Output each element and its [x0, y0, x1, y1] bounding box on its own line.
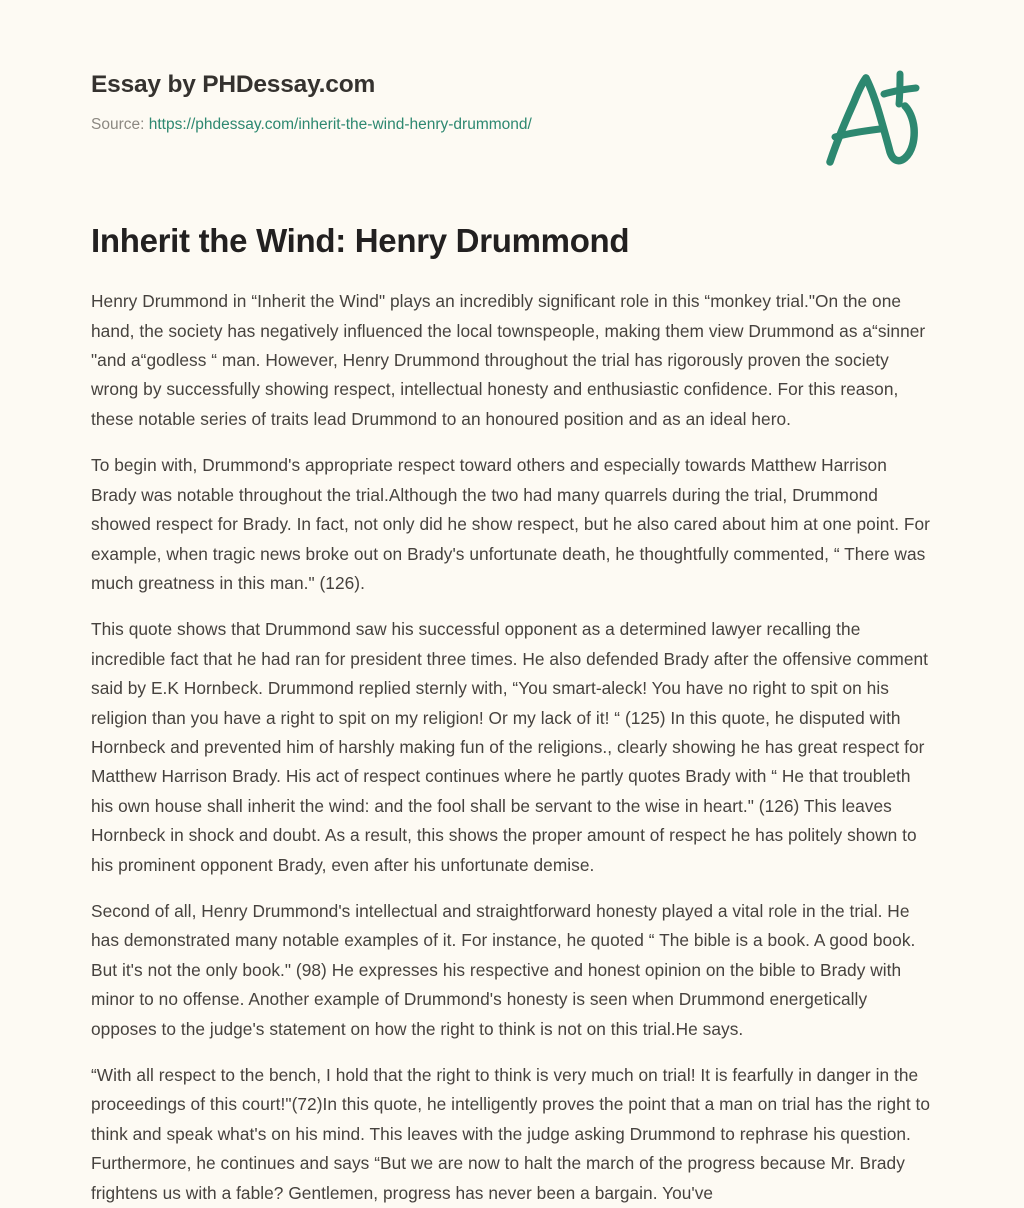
article-paragraph: Second of all, Henry Drummond's intellectual and straightforward honesty played a vital role in the trial. He has demonstrated many notable examples of it. For instance, he quoted “ The bible is a book. A good book. But it's not the only book." (98) He expresses his respective and honest opinion on the bible to Brady with minor to no offense. Another example of Drummond's honesty is seen when Drummond energetically opposes to the judge's statement on how the right to think is not on this trial.He says. — [91, 900, 916, 1039]
article-paragraph: “With all respect to the bench, I hold that the right to think is very much on trial! It is fearfully in danger in the proceedings of this court!"(72)In this quote, he intelligently proves the point that a man on trial has the right to think and speak what's on his mind. This leaves with the judge asking Drummond to rephrase his question. Furthermore, he continues and says “But we are now to halt the march of the progress because Mr. Brady frightens us with a fable? Gentlemen, progress has never been a bargain. You've — [91, 1065, 931, 1203]
source-url-link[interactable]: https://phdessay.com/inherit-the-wind-henry-drummond/ — [148, 116, 532, 134]
brand-title: Essay by PHDessay.com — [91, 71, 376, 98]
a-plus-logo-svg — [818, 66, 926, 170]
article-body — [91, 287, 935, 1208]
page-title: Inherit the Wind: Henry Drummond — [91, 222, 630, 259]
article-paragraph: Henry Drummond in “Inherit the Wind" plays an incredibly significant role in this “monkey trial."On the one hand, the society has negatively influenced the local townspeople, making them view Drummond as a“sinner "and a“godless “ man. However, Henry Drummond throughout the trial has rigorously proven the society wrong by successfully showing respect, intellectual honesty and enthusiastic confidence. For this reason, these notable series of traits lead Drummond to an honoured position and as an ideal hero. — [91, 291, 926, 429]
source-line — [91, 115, 731, 135]
source-label: Source: — [91, 116, 145, 134]
page-header — [0, 0, 1024, 200]
brand-block — [91, 70, 731, 136]
article — [91, 208, 935, 1208]
phdessay-a-plus-logo-icon — [818, 66, 926, 170]
article-paragraph: To begin with, Drummond's appropriate respect toward others and especially towards Matthew Harrison Brady was notable throughout the trial.Although the two had many quarrels during the trial, Drummond showed respect for Brady. In fact, not only did he show respect, but he also cared about him at one point. For example, when tragic news broke out on Brady's unfortunate death, he thoughtfully commented, “ There was much greatness in this man." (126). — [91, 455, 930, 593]
article-paragraph: This quote shows that Drummond saw his successful opponent as a determined lawyer recalling the incredible fact that he had ran for president three times. He also defended Brady after the offensive comment said by E.K Hornbeck. Drummond replied sternly with, “You smart-aleck! You have no right to spit on his religion than you have a right to spit on my religion! Or my lack of it! “ (125) In this quote, he disputed with Hornbeck and prevented him of harshly making fun of the religions., clearly showing he has great respect for Matthew Harrison Brady. His act of respect continues where he partly quotes Brady with “ He that troubleth his own house shall inherit the wind: and the fool shall be servant to the wise in heart." (126) This leaves Hornbeck in shock and doubt. As a result, this shows the proper amount of respect he has politely shown to his prominent opponent Brady, even after his unfortunate demise. — [91, 619, 929, 875]
